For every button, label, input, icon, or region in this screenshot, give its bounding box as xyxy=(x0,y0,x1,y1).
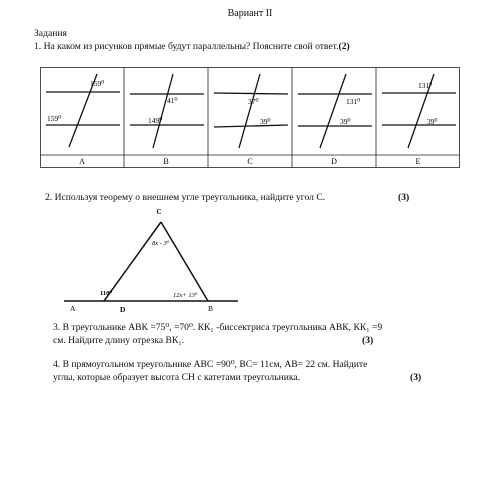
question-4-line-2: углы, которые образует высота СН с катетами треугольника. xyxy=(53,372,301,383)
panel-b-angle-top: 41⁰ xyxy=(167,96,178,105)
question-2-points: (3) xyxy=(398,192,410,203)
question-1-figures-table xyxy=(40,58,460,168)
panel-d-letter: D xyxy=(331,157,337,166)
panel-d-angle-bottom: 39⁰ xyxy=(340,117,351,126)
point-d-label: D xyxy=(120,305,126,314)
panel-d-lines xyxy=(298,74,372,148)
angle-c-expression: 8x - 3⁰ xyxy=(152,240,170,247)
question-1-body: 1. На каком из рисунков прямые будут параллельны? Поясните свой ответ. xyxy=(34,41,339,52)
point-a-label: A xyxy=(70,304,76,313)
panel-c-angle-bottom: 39⁰ xyxy=(260,117,271,126)
question-1-text xyxy=(34,41,350,52)
panel-c-angle-top: 37⁰ xyxy=(248,97,259,106)
angle-b-expression: 12x+ 13⁰ xyxy=(173,292,198,299)
panel-b-lines xyxy=(130,74,204,148)
panel-e-letter: E xyxy=(415,157,421,166)
exterior-angle-label: 110⁰ xyxy=(100,290,113,297)
triangle-figure xyxy=(60,204,260,320)
vertex-c-label: C xyxy=(156,208,162,216)
panel-a xyxy=(46,74,120,166)
question-3-line-2: см. Найдите длину отрезка ВК₁. xyxy=(53,335,185,346)
panel-b xyxy=(130,74,204,166)
panel-a-lines xyxy=(46,74,120,147)
panel-e-angle-bottom: 39⁰ xyxy=(427,117,438,126)
panel-d xyxy=(298,74,372,166)
point-b-label: B xyxy=(208,304,214,313)
panel-a-letter: A xyxy=(79,157,85,166)
question-1-points: (2) xyxy=(338,41,350,52)
panel-b-letter: B xyxy=(163,157,169,166)
question-2-text: 2. Используя теорему о внешнем угле треугольника, найдите угол С. xyxy=(45,192,326,203)
panel-a-angle-top: 159⁰ xyxy=(90,79,105,88)
panel-a-angle-bottom: 159⁰ xyxy=(47,114,62,123)
panel-e-angle-top: 131⁰ xyxy=(418,81,433,90)
question-3-line-1: 3. В треугольнике АВК =75⁰, =70⁰. КК₁ -биссектриса треугольника АВК, КК₁ =9 xyxy=(53,322,383,333)
question-4-points: (3) xyxy=(410,372,422,383)
triangle-lines xyxy=(64,222,238,301)
variant-title: Вариант II xyxy=(227,8,273,19)
question-3-points: (3) xyxy=(362,335,374,346)
tasks-heading: Задания xyxy=(34,28,67,39)
panel-b-angle-bottom: 149⁰ xyxy=(148,116,163,125)
panel-d-angle-top: 131⁰ xyxy=(346,97,361,106)
panel-c xyxy=(214,74,288,166)
panel-e xyxy=(382,74,456,166)
panel-c-letter: C xyxy=(247,157,253,166)
question-4-line-1: 4. В прямоугольном треугольнике АВС =90⁰, ВС= 11см, АВ= 22 см. Найдите xyxy=(53,359,368,370)
panel-c-lines xyxy=(214,74,288,148)
